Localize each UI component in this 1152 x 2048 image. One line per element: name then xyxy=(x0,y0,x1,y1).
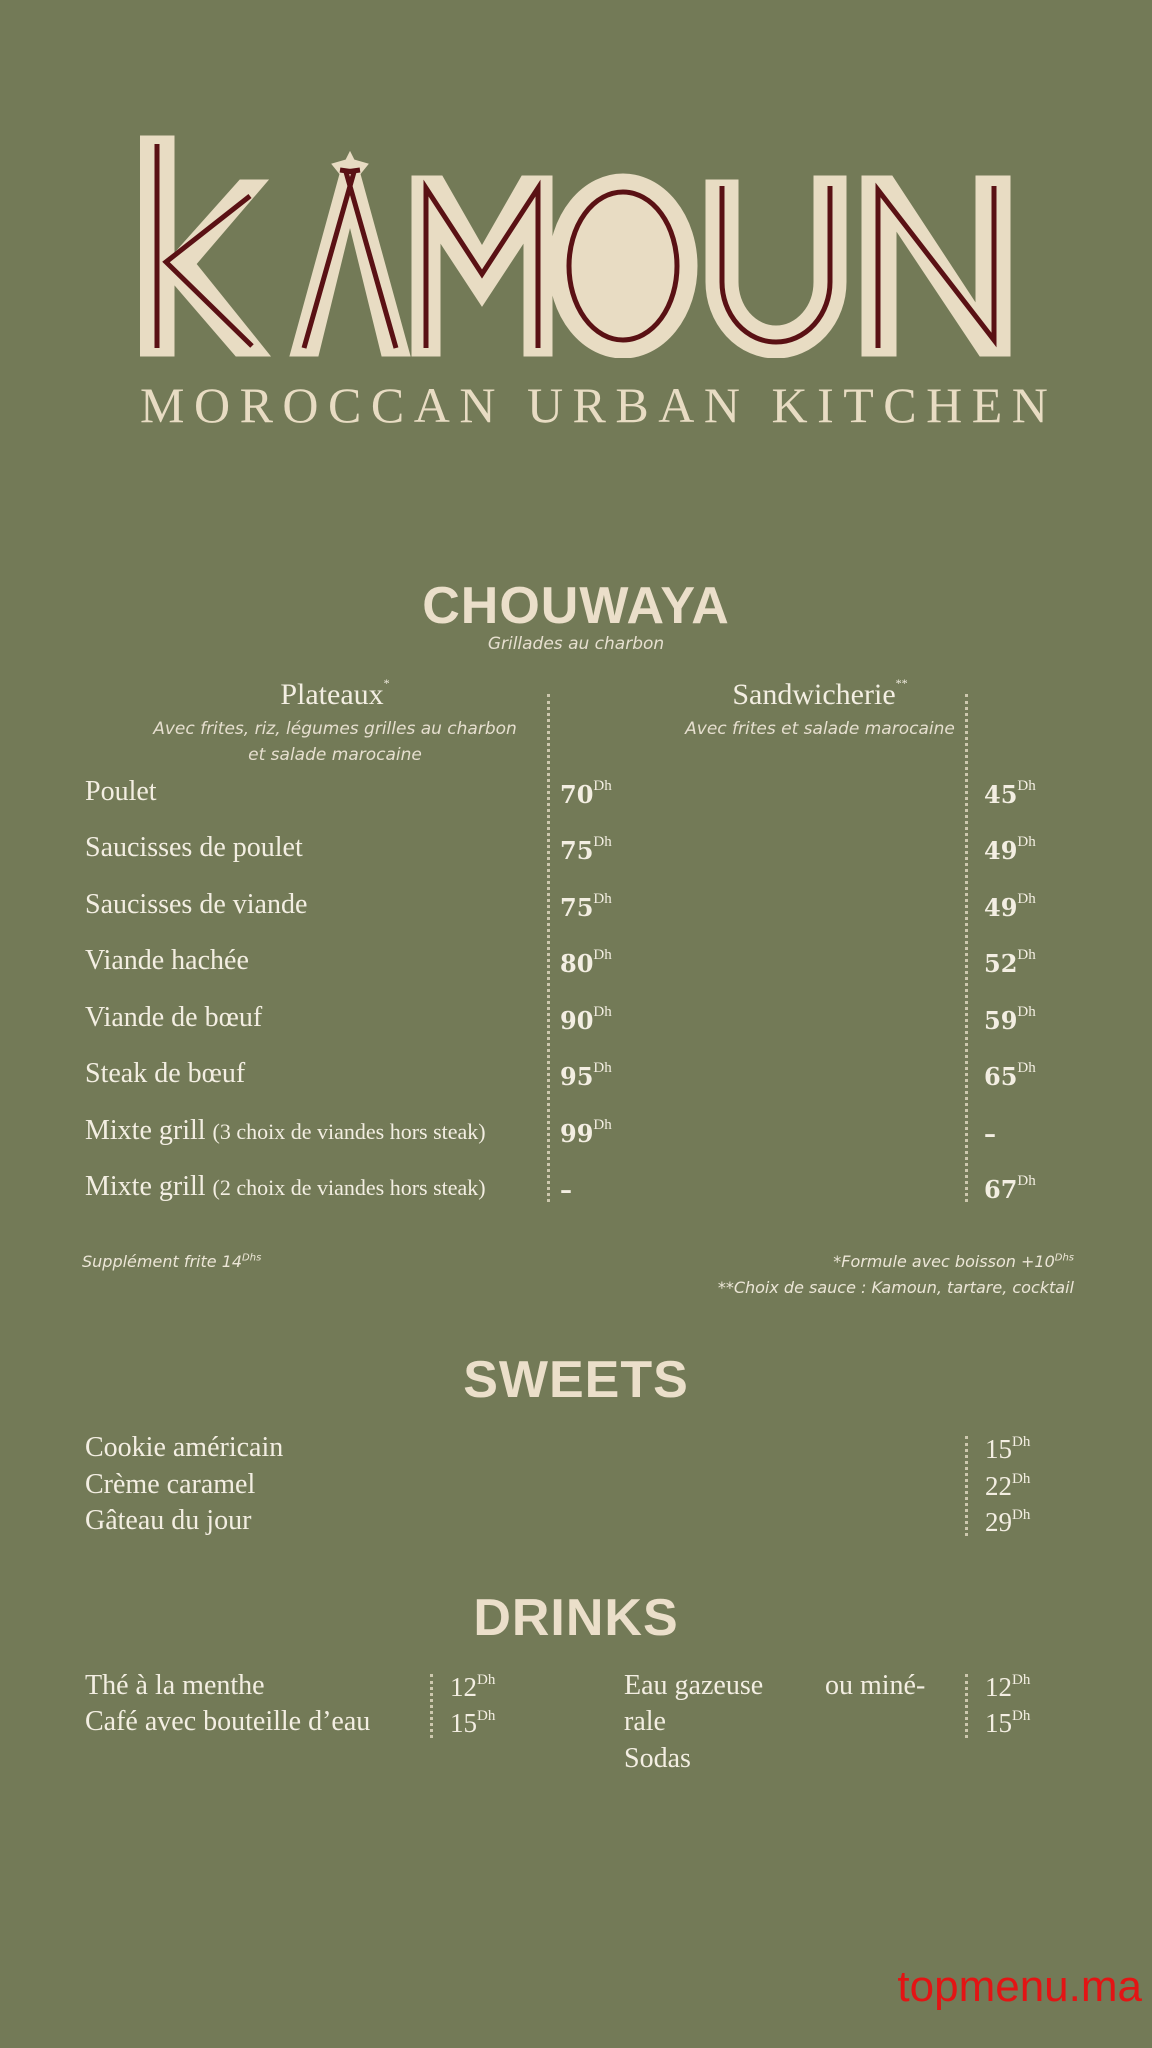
sandwich-price: – xyxy=(984,1119,996,1148)
sandwich-price: $52^{Dh}$ xyxy=(984,947,1036,978)
divider-drinks-right xyxy=(965,1674,968,1738)
sandwich-price: $49^{Dh}$ xyxy=(984,834,1036,865)
drink-item-name-cont: ou miné- xyxy=(825,1670,926,1701)
menu-item-name: Steak de bœuf xyxy=(85,1058,246,1089)
plateau-price: $75^{Dh}$ xyxy=(560,891,612,922)
drink-price: $12^{Dh}$ xyxy=(985,1672,1031,1702)
plateaux-mark: * xyxy=(383,676,390,690)
footnote-formule: *Formule avec boisson $+10^{Dhs}$ xyxy=(833,1252,1074,1271)
menu-item-name: Saucisses de poulet xyxy=(85,832,303,863)
sweet-price: $22^{Dh}$ xyxy=(985,1471,1031,1501)
footnote-supplement: Supplément frite $14^{Dhs}$ xyxy=(82,1252,262,1271)
section-title-drinks: DRINKS xyxy=(473,1589,679,1647)
drink-item-name: Thé à la menthe xyxy=(85,1670,265,1701)
divider-sandwicherie xyxy=(965,694,968,1202)
plateau-price: $70^{Dh}$ xyxy=(560,778,612,809)
section-title-chouwaya: CHOUWAYA xyxy=(422,577,730,635)
sweet-price: $15^{Dh}$ xyxy=(985,1434,1031,1464)
menu-item-name: Viande hachée xyxy=(85,945,249,976)
column-head-sandwicherie xyxy=(620,678,1020,712)
sweet-item-name: Crème caramel xyxy=(85,1469,256,1500)
menu-item-name: Poulet xyxy=(85,776,157,807)
sandwich-price: $65^{Dh}$ xyxy=(984,1060,1036,1091)
sandwicherie-desc-line1: Avec frites et salade marocaine xyxy=(685,719,955,739)
divider-drinks-left xyxy=(430,1674,433,1738)
column-head-plateaux xyxy=(135,678,535,712)
menu-item-name: Mixte grill (2 choix de viandes hors steak) xyxy=(85,1171,486,1202)
section-title-sweets: SWEETS xyxy=(463,1351,689,1409)
plateau-price: $95^{Dh}$ xyxy=(560,1060,612,1091)
menu-item-name: Mixte grill (3 choix de viandes hors steak) xyxy=(85,1115,486,1146)
sandwich-price: $45^{Dh}$ xyxy=(984,778,1036,809)
drink-item-name: Sodas xyxy=(624,1743,691,1774)
divider-sweets xyxy=(965,1436,968,1536)
divider-plateaux xyxy=(547,694,550,1202)
sweet-item-name: Cookie américain xyxy=(85,1432,284,1463)
drink-price: $15^{Dh}$ xyxy=(450,1708,496,1738)
plateau-price: – xyxy=(560,1175,572,1204)
plateau-price: $80^{Dh}$ xyxy=(560,947,612,978)
tagline: MOROCCAN URBAN KITCHEN xyxy=(140,377,1058,433)
footnote-sauce: **Choix de sauce : Kamoun, tartare, cocktail xyxy=(717,1278,1074,1297)
drink-item-name: Café avec bouteille d’eau xyxy=(85,1706,371,1737)
sandwicherie-description xyxy=(620,716,1020,742)
plateaux-desc-line2: et salade marocaine xyxy=(248,745,422,765)
drink-price: $12^{Dh}$ xyxy=(450,1672,496,1702)
drink-item-name-cont: rale xyxy=(624,1706,666,1737)
kamoun-logo xyxy=(140,134,1012,363)
chouwaya-subtitle: Grillades au charbon xyxy=(487,634,665,654)
menu-item-name: Saucisses de viande xyxy=(85,889,308,920)
sandwich-price: $49^{Dh}$ xyxy=(984,891,1036,922)
plateau-price: $99^{Dh}$ xyxy=(560,1117,612,1148)
sandwich-price: $59^{Dh}$ xyxy=(984,1004,1036,1035)
plateau-price: $90^{Dh}$ xyxy=(560,1004,612,1035)
sandwicherie-label: Sandwicherie xyxy=(732,678,896,711)
sweet-item-name: Gâteau du jour xyxy=(85,1505,252,1536)
drink-price: $15^{Dh}$ xyxy=(985,1708,1031,1738)
plateaux-description xyxy=(135,716,535,768)
watermark: topmenu.ma xyxy=(897,1962,1142,2011)
sandwich-price: $67^{Dh}$ xyxy=(984,1173,1036,1204)
plateaux-desc-line1: Avec frites, riz, légumes grilles au charbon xyxy=(153,719,517,739)
sweet-price: $29^{Dh}$ xyxy=(985,1507,1031,1537)
plateau-price: $75^{Dh}$ xyxy=(560,834,612,865)
plateaux-label: Plateaux xyxy=(280,678,384,711)
menu-item-name: Viande de bœuf xyxy=(85,1002,263,1033)
sandwicherie-mark: ** xyxy=(895,676,908,690)
drink-item-name: Eau gazeuse xyxy=(624,1670,764,1701)
